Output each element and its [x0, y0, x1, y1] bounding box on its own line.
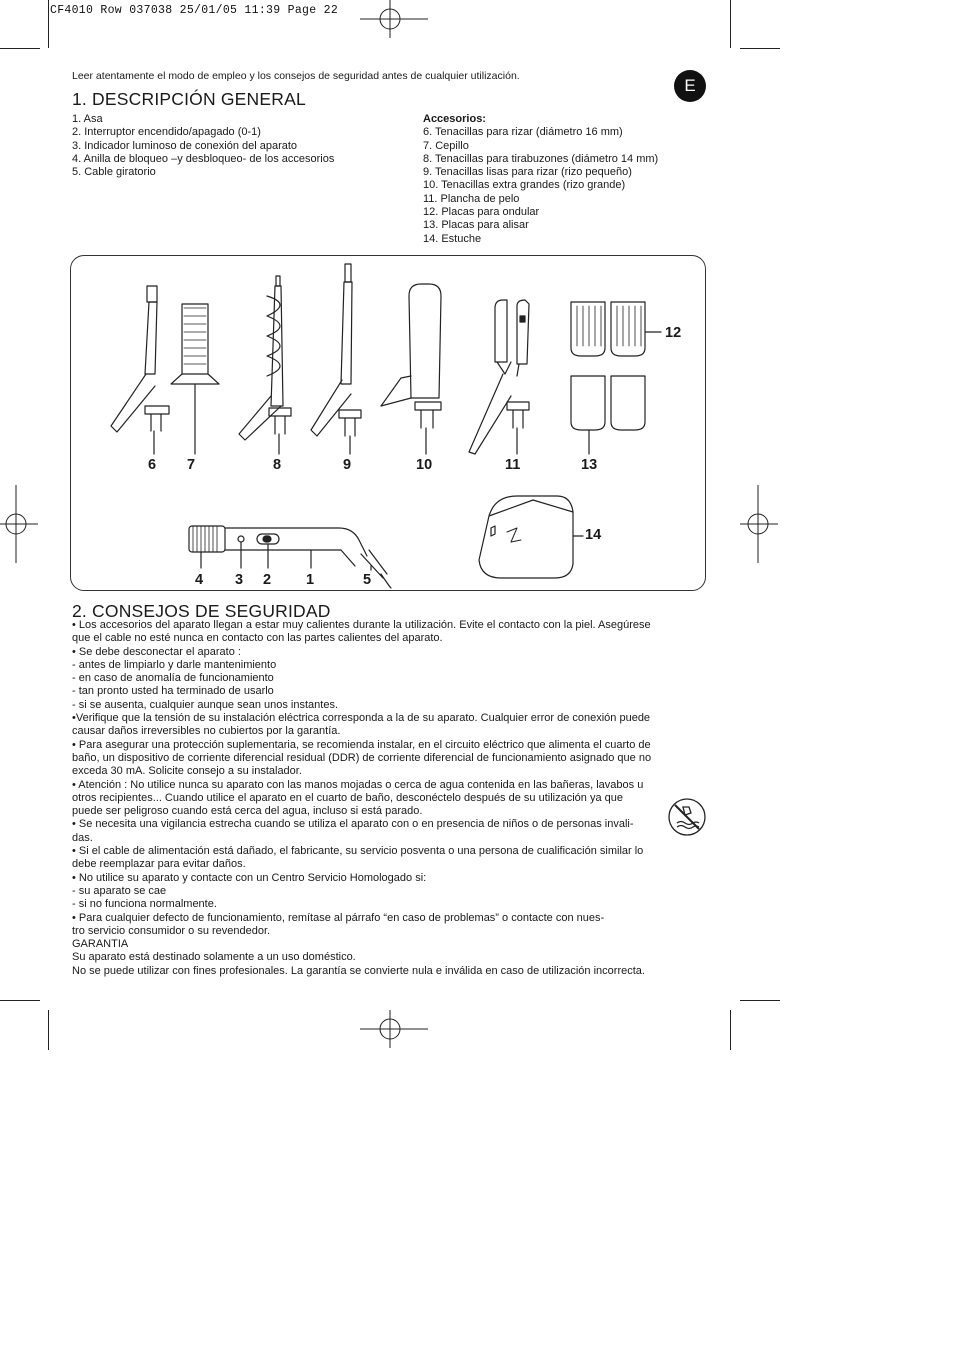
safety-line: • Los accesorios del aparato llegan a estar muy calientes durante la utilización. Evite el contacto con la piel. Asegúrese: [72, 619, 651, 631]
safety-line: otros recipientes... Cuando utilice el aparato en el cuarto de baño, desconéctelo después de su utilización ya que: [72, 791, 623, 804]
crop-mark: [740, 48, 780, 49]
safety-line: - su aparato se cae: [72, 884, 167, 897]
brush-drawing: [171, 304, 219, 454]
callout-12: 12: [665, 325, 682, 341]
crop-mark: [48, 0, 49, 48]
language-badge: E: [674, 70, 706, 102]
safety-line: GARANTIA: [72, 938, 129, 951]
accessories-list: [423, 113, 658, 246]
crop-mark: [48, 1010, 49, 1050]
list-item: 10. Tenacillas extra grandes (rizo grande): [423, 179, 626, 192]
crop-mark: [740, 1000, 780, 1001]
safety-line: - tan pronto usted ha terminado de usarlo: [72, 685, 274, 698]
print-header: CF4010 Row 037038 25/01/05 11:39 Page 22: [50, 4, 339, 17]
list-item: 4. Anilla de bloqueo –y desbloqueo- de los accesorios: [72, 152, 335, 165]
callout-6: 6: [148, 457, 157, 473]
callout-1: 1: [306, 572, 315, 588]
registration-mark-left: [0, 485, 40, 565]
callout-7: 7: [187, 457, 196, 473]
hair-iron-drawing: [469, 300, 529, 454]
callout-11: 11: [505, 457, 521, 473]
intro-text: Leer atentamente el modo de empleo y los consejos de seguridad antes de cualquier utilización.: [72, 70, 520, 82]
callout-4: 4: [195, 572, 204, 588]
safety-line: No se puede utilizar con fines profesionales. La garantía se convierte nula e inválida en caso de utilización incorrecta.: [72, 964, 645, 977]
safety-line: - antes de limpiarlo y darle mantenimiento: [72, 658, 277, 671]
crop-mark: [0, 1000, 40, 1001]
curling-tong-16mm-drawing: [111, 286, 169, 454]
list-item: 7. Cepillo: [423, 139, 469, 152]
list-item: 12. Placas para ondular: [423, 206, 540, 219]
list-item: 8. Tenacillas para tirabuzones (diámetro 14 mm): [423, 152, 659, 165]
safety-line: •Verifique que la tensión de su instalación eléctrica corresponda a la de su aparato. Cualquier error de conexión puede: [72, 712, 651, 725]
list-item: 5. Cable giratorio: [72, 166, 156, 179]
safety-line: baño, un dispositivo de corriente diferencial residual (DDR) de corriente diferencial de funcionamiento asignado que no: [72, 751, 652, 764]
section-title-description: 1. DESCRIPCIÓN GENERAL: [72, 89, 306, 109]
safety-line: • Para cualquier defecto de funcionamiento, remítase al párrafo “en caso de problemas” o contacte con nues-: [72, 911, 605, 924]
safety-line: • Se debe desconectar el aparato :: [72, 645, 241, 658]
safety-line: • Para asegurar una protección suplementaria, se recomienda instalar, en el circuito eléctrico que alimenta el cuarto de: [72, 738, 651, 751]
list-item: 6. Tenacillas para rizar (diámetro 16 mm): [423, 126, 623, 139]
list-item: 2. Interruptor encendido/apagado (0-1): [72, 126, 261, 139]
spiral-tong-14mm-drawing: [239, 276, 291, 454]
safety-line: exceda 30 mA. Solicite consejo a su instalador.: [72, 765, 302, 778]
crop-mark: [0, 48, 40, 49]
callout-3: 3: [235, 572, 244, 588]
list-item: 1. Asa: [72, 113, 103, 125]
callout-13: 13: [581, 457, 598, 473]
safety-line: que el cable no esté nunca en contacto con las partes calientes del aparato.: [72, 632, 443, 645]
registration-mark-bottom: [360, 1010, 430, 1050]
wave-plates-drawing: [571, 302, 661, 356]
straight-tong-small-curl-drawing: [311, 264, 361, 454]
safety-line: das.: [72, 831, 93, 844]
safety-line: • Si el cable de alimentación está dañado, el fabricante, su servicio posventa o una persona de cualificación similar lo: [72, 845, 644, 858]
callout-5: 5: [363, 572, 372, 588]
list-item: 13. Placas para alisar: [423, 219, 529, 232]
registration-mark-right: [738, 485, 780, 565]
callout-10: 10: [416, 457, 433, 473]
accessories-title: Accesorios:: [423, 113, 486, 125]
callout-14: 14: [585, 527, 602, 543]
callout-2: 2: [263, 572, 272, 588]
straightening-plates-drawing: [571, 376, 645, 454]
storage-case-drawing: [479, 496, 583, 578]
callout-9: 9: [343, 457, 352, 473]
safety-line: - si no funciona normalmente.: [72, 898, 217, 911]
safety-line: • Se necesita una vigilancia estrecha cuando se utiliza el aparato con o en presencia de niños o de personas invali-: [72, 818, 634, 831]
callout-8: 8: [273, 457, 282, 473]
safety-line: - si se ausenta, cualquier aunque sean unos instantes.: [72, 698, 339, 711]
section-title-safety: 2. CONSEJOS DE SEGURIDAD: [72, 601, 331, 621]
crop-mark: [730, 1010, 731, 1050]
safety-line: causar daños irreversibles no cubiertos por la garantía.: [72, 725, 341, 738]
list-item: 14. Estuche: [423, 232, 482, 245]
safety-line: debe reemplazar para evitar daños.: [72, 858, 246, 871]
list-item: 3. Indicador luminoso de conexión del aparato: [72, 139, 298, 152]
registration-mark-top: [360, 0, 430, 40]
safety-line: tro servicio consumidor o su revendedor.: [72, 924, 271, 937]
safety-line: Su aparato está destinado solamente a un uso doméstico.: [72, 951, 356, 964]
list-item: 9. Tenacillas lisas para rizar (rizo pequeño): [423, 166, 632, 179]
safety-line: - en caso de anomalía de funcionamiento: [72, 672, 274, 685]
safety-line: • Atención : No utilice nunca su aparato con las manos mojadas o cerca de agua contenida en las bañeras, lavabos u: [72, 778, 644, 791]
extra-large-tong-drawing: [381, 284, 441, 454]
safety-line: • No utilice su aparato y contacte con un Centro Servicio Homologado si:: [72, 871, 427, 884]
safety-line: puede ser peligroso cuando está cerca del agua, incluso si está parado.: [72, 805, 423, 818]
safety-text: [72, 619, 702, 978]
parts-list: [72, 113, 334, 179]
product-illustration: [71, 256, 707, 592]
list-item: 11. Plancha de pelo: [423, 192, 520, 205]
no-water-warning-icon: [667, 797, 707, 837]
product-diagram: [70, 255, 706, 591]
main-handle-drawing: [189, 526, 391, 588]
crop-mark: [730, 0, 731, 48]
